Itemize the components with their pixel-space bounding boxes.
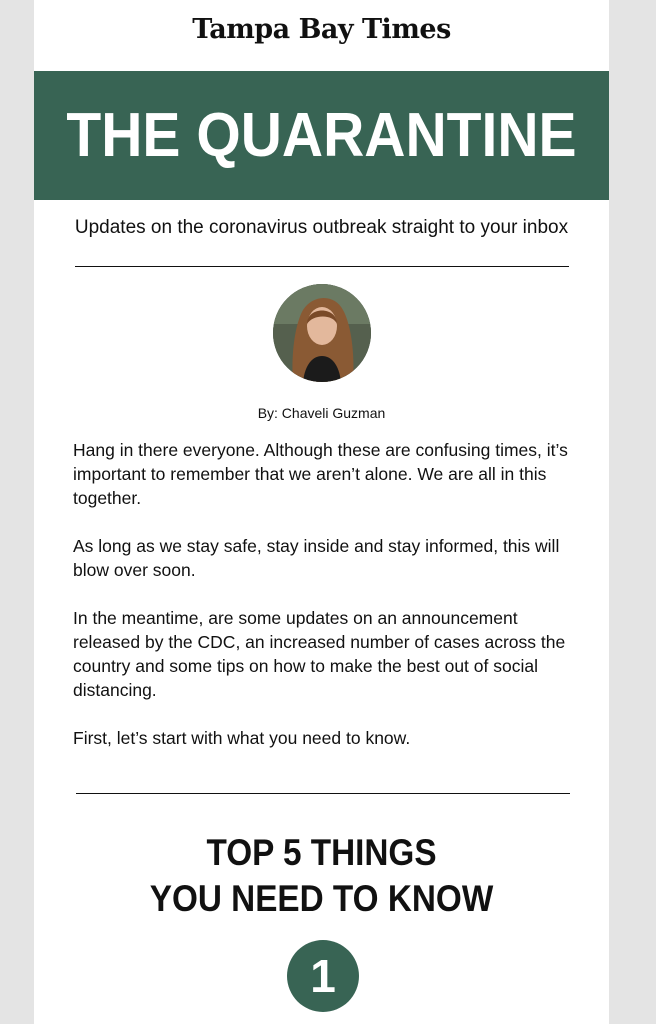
author-avatar (273, 284, 371, 382)
author-byline: By: Chaveli Guzman (257, 405, 386, 421)
newsletter-page (34, 0, 609, 1024)
section-heading-line1: TOP 5 THINGS (206, 832, 437, 873)
paragraph: First, let’s start with what you need to know. (73, 728, 411, 748)
divider-bottom (76, 793, 570, 794)
section-heading (63, 830, 581, 922)
banner (34, 71, 609, 200)
masthead-logo[interactable]: Tampa Bay Times (192, 14, 451, 45)
number-badge: 1 (287, 940, 359, 1012)
newsletter-subtitle: Updates on the coronavirus outbreak straight to your inbox (74, 217, 569, 238)
paragraph: As long as we stay safe, stay inside and stay informed, this will blow over soon. (73, 536, 560, 580)
section-heading-line2: YOU NEED TO KNOW (149, 878, 494, 919)
divider-top (75, 266, 569, 267)
intro-text (73, 438, 573, 774)
paragraph: In the meantime, are some updates on an announcement released by the CDC, an increased number of cases across the country and some tips on how to make the best out of social distancing. (73, 608, 566, 700)
author-photo-icon (273, 284, 371, 382)
paragraph: Hang in there everyone. Although these are confusing times, it’s important to remember that we aren’t alone. We are all in this together. (73, 440, 568, 508)
banner-title: THE QUARANTINE (66, 101, 577, 170)
